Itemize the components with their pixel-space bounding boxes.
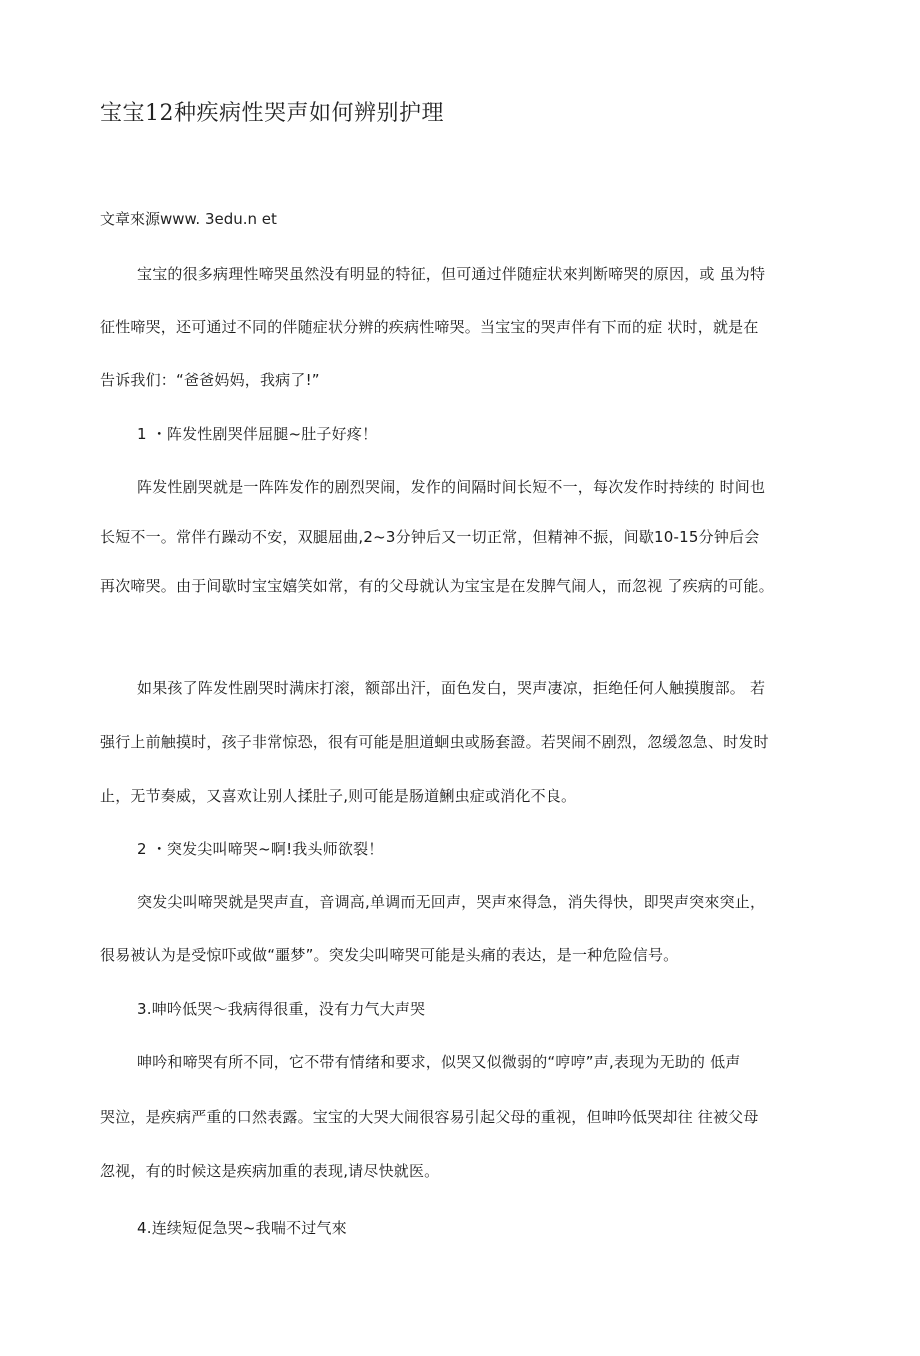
section-3-heading: 3.呻吟低哭～我病得很重，没有力气大声哭 — [137, 1000, 426, 1018]
document-title: 宝宝12种疾病性哭声如何辨别护理 — [100, 101, 444, 126]
section-1-p1-line: 再次啼哭。由于间歇时宝宝嬉笑如常，有的父母就认为宝宝是在发脾气闹人，而忽视 了疾病的可能。 — [100, 577, 774, 595]
section-4-heading: 4.连续短促急哭~我喘不过气來 — [137, 1219, 347, 1237]
section-1-heading: 1 ・阵发性剧哭伴屈腿~肚子好疼！ — [137, 425, 378, 443]
section-3-p1-line: 忽视，有的时候这是疾病加重的表现,请尽快就医。 — [100, 1162, 440, 1180]
section-1-p1-line: 长短不一。常伴冇躁动不安，双腿屈曲,2~3分钟后又一切正常，但精神不振，间歇10-15分钟后会 — [100, 528, 760, 546]
section-2-p1-line: 很易被认为是受惊吓或做“噩梦”。突发尖叫啼哭可能是头痛的表达，是一种危险信号。 — [100, 946, 679, 964]
section-2-heading: 2 ・突发尖叫啼哭~啊!我头师欲裂！ — [137, 840, 384, 858]
section-1-p2-line: 强行上前触摸时，孩子非常惊恐，很有可能是胆道蛔虫或肠套證。若哭闹不剧烈，忽缓忽急、时发时 — [100, 733, 769, 751]
section-3-p1-line: 呻吟和啼哭有所不同，它不带有情绪和要求，似哭又似微弱的“哼哼”声,表现为无助的 低声 — [137, 1053, 741, 1071]
section-1-p2-line: 止，无节奏威，又喜欢让别人揉肚子,则可能是肠道鯏虫症或消化不良。 — [100, 787, 577, 805]
intro-line: 宝宝的很多病理性啼哭虽然没有明显的特征，但可通过伴随症状來判断啼哭的原因，或 虽为特 — [137, 265, 766, 283]
section-3-p1-line: 哭泣，是疾病严重的口然表露。宝宝的大哭大闹很容易引起父母的重视，但呻吟低哭却往 往被父母 — [100, 1108, 759, 1126]
section-1-p2-line: 如果孩了阵发性剧哭时满床打滚，额部出汗，面色发白，哭声凄凉，拒绝任何人触摸腹部。 若 — [137, 679, 766, 697]
intro-line: 征性啼哭，还可通过不同的伴随症状分辨的疾病性啼哭。当宝宝的哭声伴有下而的症 状时，就是在 — [100, 318, 759, 336]
article-source: 文章來源www. 3edu.n et — [100, 210, 277, 228]
section-2-p1-line: 突发尖叫啼哭就是哭声直，音调高,单调而无回声，哭声來得急，消失得快，即哭声突來突止， — [137, 893, 766, 911]
intro-line: 告诉我们：“爸爸妈妈，我病了!” — [100, 371, 320, 389]
section-1-p1-line: 阵发性剧哭就是一阵阵发作的剧烈哭闹，发作的间隔时间长短不一，每次发作时持续的 时间也 — [137, 478, 766, 496]
